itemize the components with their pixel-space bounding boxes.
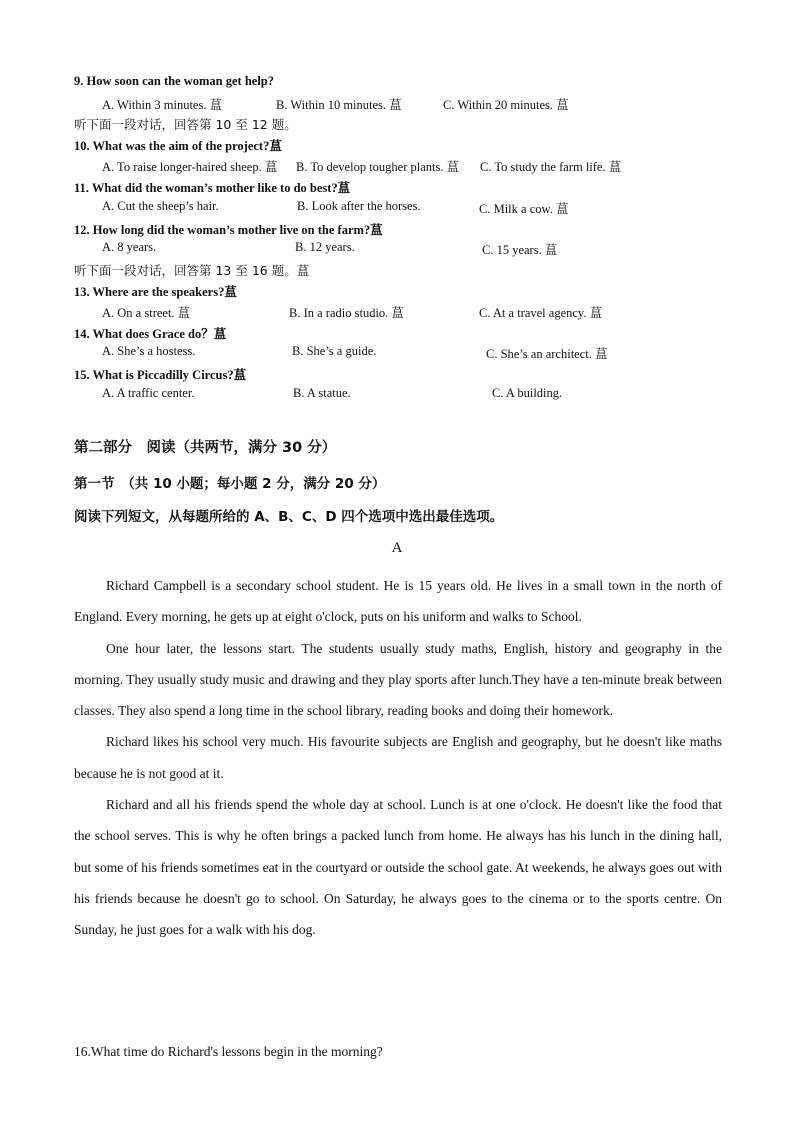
- q11-option-b: B. Look after the horses.: [297, 199, 421, 213]
- q14-option-a: A. She’s a hostess.: [102, 344, 196, 358]
- question-15: 15. What is Piccadilly Circus?蒀: [74, 368, 247, 382]
- q12-option-a: A. 8 years.: [102, 240, 157, 254]
- question-14: 14. What does Grace do？蒀: [74, 327, 227, 341]
- passage-paragraph: Richard likes his school very much. His favourite subjects are English and geography, but he doesn't like maths because he is not good at it.: [74, 734, 722, 781]
- passage-title: A: [391, 540, 403, 556]
- q14-option-b: B. She’s a guide.: [292, 344, 377, 358]
- q13-option-a: A. On a street. 蒀: [102, 306, 191, 320]
- q9-option-a: A. Within 3 minutes. 蒀: [102, 98, 223, 112]
- q15-option-a: A. A traffic center.: [102, 386, 195, 400]
- question-11: 11. What did the woman’s mother like to do best?蒀: [74, 181, 351, 195]
- q13-option-c: C. At a travel agency. 蒀: [479, 306, 603, 320]
- question-13: 13. Where are the speakers?蒀: [74, 285, 237, 299]
- q12-option-b: B. 12 years.: [295, 240, 355, 254]
- q9-option-b: B. Within 10 minutes. 蒀: [276, 98, 402, 112]
- passage-paragraph: Richard Campbell is a secondary school student. He is 15 years old. He lives in a small town in the north of England. Every morning, he gets up at eight o'clock, puts on his uniform and walks to School.: [74, 578, 722, 625]
- part-two-heading: 第二部分 阅读（共两节，满分 30 分）: [74, 440, 337, 456]
- q9-option-c: C. Within 20 minutes. 蒀: [443, 98, 569, 112]
- q10-option-b: B. To develop tougher plants. 蒀: [296, 160, 460, 174]
- q15-option-c: C. A building.: [492, 386, 563, 400]
- q12-option-c: C. 15 years. 蒀: [482, 243, 558, 257]
- question-16: 16.What time do Richard's lessons begin in the morning?: [74, 1044, 383, 1059]
- q11-option-c: C. Milk a cow. 蒀: [479, 202, 569, 216]
- q11-option-a: A. Cut the sheep’s hair.: [102, 199, 219, 213]
- q10-option-c: C. To study the farm life. 蒀: [480, 160, 622, 174]
- q13-option-b: B. In a radio studio. 蒀: [289, 306, 404, 320]
- q14-option-c: C. She’s an architect. 蒀: [486, 347, 608, 361]
- passage-a: [74, 570, 722, 946]
- section-one-heading: 第一节 （共 10 小题；每小题 2 分，满分 20 分）: [74, 476, 386, 492]
- question-9: 9. How soon can the woman get help?: [74, 74, 275, 88]
- instruction-10-12: 听下面一段对话，回答第 10 至 12 题。: [74, 117, 297, 132]
- q15-option-b: B. A statue.: [293, 386, 351, 400]
- passage-paragraph: Richard and all his friends spend the whole day at school. Lunch is at one o'clock. He doesn't like the food that the school serves. This is why he often brings a packed lunch from home. He always has his lunch in the dining hall, but some of his friends sometimes eat in the courtyard or outside the school gate. At weekends, he always goes out with his friends because he doesn't go to school. On Saturday, he always goes to the cinema or to the sports centre. On Sunday, he just goes for a walk with his dog.: [74, 797, 722, 938]
- question-10: 10. What was the aim of the project?蒀: [74, 139, 282, 153]
- question-12: 12. How long did the woman’s mother live on the farm?蒀: [74, 223, 383, 237]
- passage-paragraph: One hour later, the lessons start. The students usually study maths, English, history and geography in the morning. They usually study music and drawing and they play sports after lunch.They have a ten-minute break between classes. They also spend a long time in the school library, reading books and doing their homework.: [74, 640, 722, 719]
- instruction-13-16: 听下面一段对话，回答第 13 至 16 题。蒀: [74, 263, 310, 278]
- reading-directions: 阅读下列短文，从每题所给的 A、B、C、D 四个选项中选出最佳选项。: [74, 509, 504, 525]
- q10-option-a: A. To raise longer-haired sheep. 蒀: [102, 160, 278, 174]
